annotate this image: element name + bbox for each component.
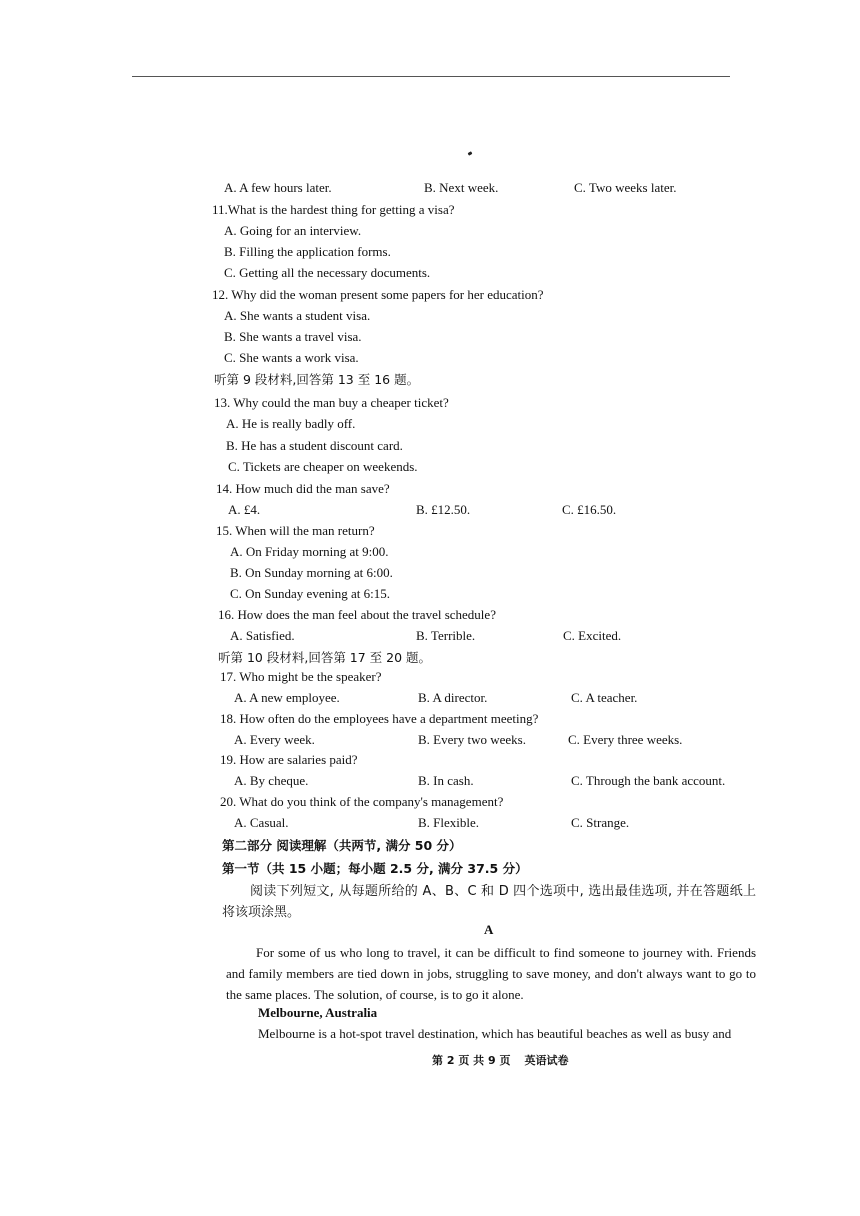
section9-heading: 听第 9 段材料,回答第 13 至 16 题。 (214, 372, 420, 387)
q17-stem: 17. Who might be the speaker? (220, 669, 382, 684)
q12-option-b: B. She wants a travel visa. (224, 329, 362, 344)
header-rule (132, 76, 730, 77)
q18-option-a: A. Every week. (234, 732, 315, 747)
q11-stem: 11.What is the hardest thing for getting a visa? (212, 202, 455, 217)
q11-option-c: C. Getting all the necessary documents. (224, 265, 431, 280)
q16-stem: 16. How does the man feel about the travel schedule? (218, 607, 496, 622)
passage-letter: A (484, 922, 494, 937)
q19-stem: 19. How are salaries paid? (220, 752, 358, 767)
q18-stem: 18. How often do the employees have a department meeting? (220, 711, 539, 726)
passage-paragraph-1: For some of us who long to travel, it can be difficult to find someone to journey with. Friends and family members are tied down in jobs, struggling to save money, and don't always want to go to the same places. The solution, of course, is to go it alone. (226, 945, 756, 1002)
q20-stem: 20. What do you think of the company's management? (220, 794, 504, 809)
q18-option-b: B. Every two weeks. (418, 732, 526, 747)
q15-option-a: A. On Friday morning at 9:00. (230, 544, 389, 559)
section1-heading: 第一节（共 15 小题；每小题 2.5 分, 满分 37.5 分） (222, 861, 528, 876)
q14-option-b: B. £12.50. (416, 502, 471, 517)
q13-stem: 13. Why could the man buy a cheaper ticket? (214, 395, 449, 410)
part2-heading: 第二部分 阅读理解（共两节, 满分 50 分） (222, 838, 462, 853)
q14-option-c: C. £16.50. (562, 502, 617, 517)
q17-option-a: A. A new employee. (234, 690, 340, 705)
section10-heading: 听第 10 段材料,回答第 17 至 20 题。 (218, 650, 432, 665)
q15-option-c: C. On Sunday evening at 6:15. (230, 586, 390, 601)
q17-option-c: C. A teacher. (571, 690, 638, 705)
q11-option-a: A. Going for an interview. (224, 223, 362, 238)
q19-option-b: B. In cash. (418, 773, 474, 788)
q14-stem: 14. How much did the man save? (216, 481, 390, 496)
q12-option-a: A. She wants a student visa. (224, 308, 371, 323)
q13-option-c: C. Tickets are cheaper on weekends. (228, 459, 418, 474)
q16-option-a: A. Satisfied. (230, 628, 295, 643)
q10-option-a: A. A few hours later. (224, 180, 332, 195)
page-footer (432, 1052, 582, 1068)
q20-option-c: C. Strange. (571, 815, 630, 830)
q18-option-c: C. Every three weeks. (568, 732, 683, 747)
q14-option-a: A. £4. (228, 502, 261, 517)
q20-option-a: A. Casual. (234, 815, 289, 830)
footer-page-number: 第 2 页 共 9 页 (432, 1054, 511, 1067)
q15-stem: 15. When will the man return? (216, 523, 375, 538)
q10-option-c: C. Two weeks later. (574, 180, 677, 195)
scan-speck (468, 151, 473, 156)
q10-option-b: B. Next week. (424, 180, 499, 195)
q16-option-c: C. Excited. (563, 628, 622, 643)
q19-option-a: A. By cheque. (234, 773, 309, 788)
passage-subheading: Melbourne, Australia (258, 1005, 378, 1020)
q13-option-b: B. He has a student discount card. (226, 438, 403, 453)
q16-option-b: B. Terrible. (416, 628, 476, 643)
footer-subject: 英语试卷 (524, 1054, 569, 1067)
q15-option-b: B. On Sunday morning at 6:00. (230, 565, 393, 580)
q11-option-b: B. Filling the application forms. (224, 244, 391, 259)
q12-option-c: C. She wants a work visa. (224, 350, 359, 365)
q19-option-c: C. Through the bank account. (571, 773, 726, 788)
q13-option-a: A. He is really badly off. (226, 416, 356, 431)
passage-paragraph-2: Melbourne is a hot-spot travel destination, which has beautiful beaches as well as busy and (258, 1026, 732, 1041)
reading-instruction: 阅读下列短文, 从每题所给的 A、B、C 和 D 四个选项中, 选出最佳选项, 并在答题纸上将该项涂黑。 (222, 884, 756, 920)
q17-option-b: B. A director. (418, 690, 488, 705)
q20-option-b: B. Flexible. (418, 815, 480, 830)
q12-stem: 12. Why did the woman present some papers for her education? (212, 287, 544, 302)
